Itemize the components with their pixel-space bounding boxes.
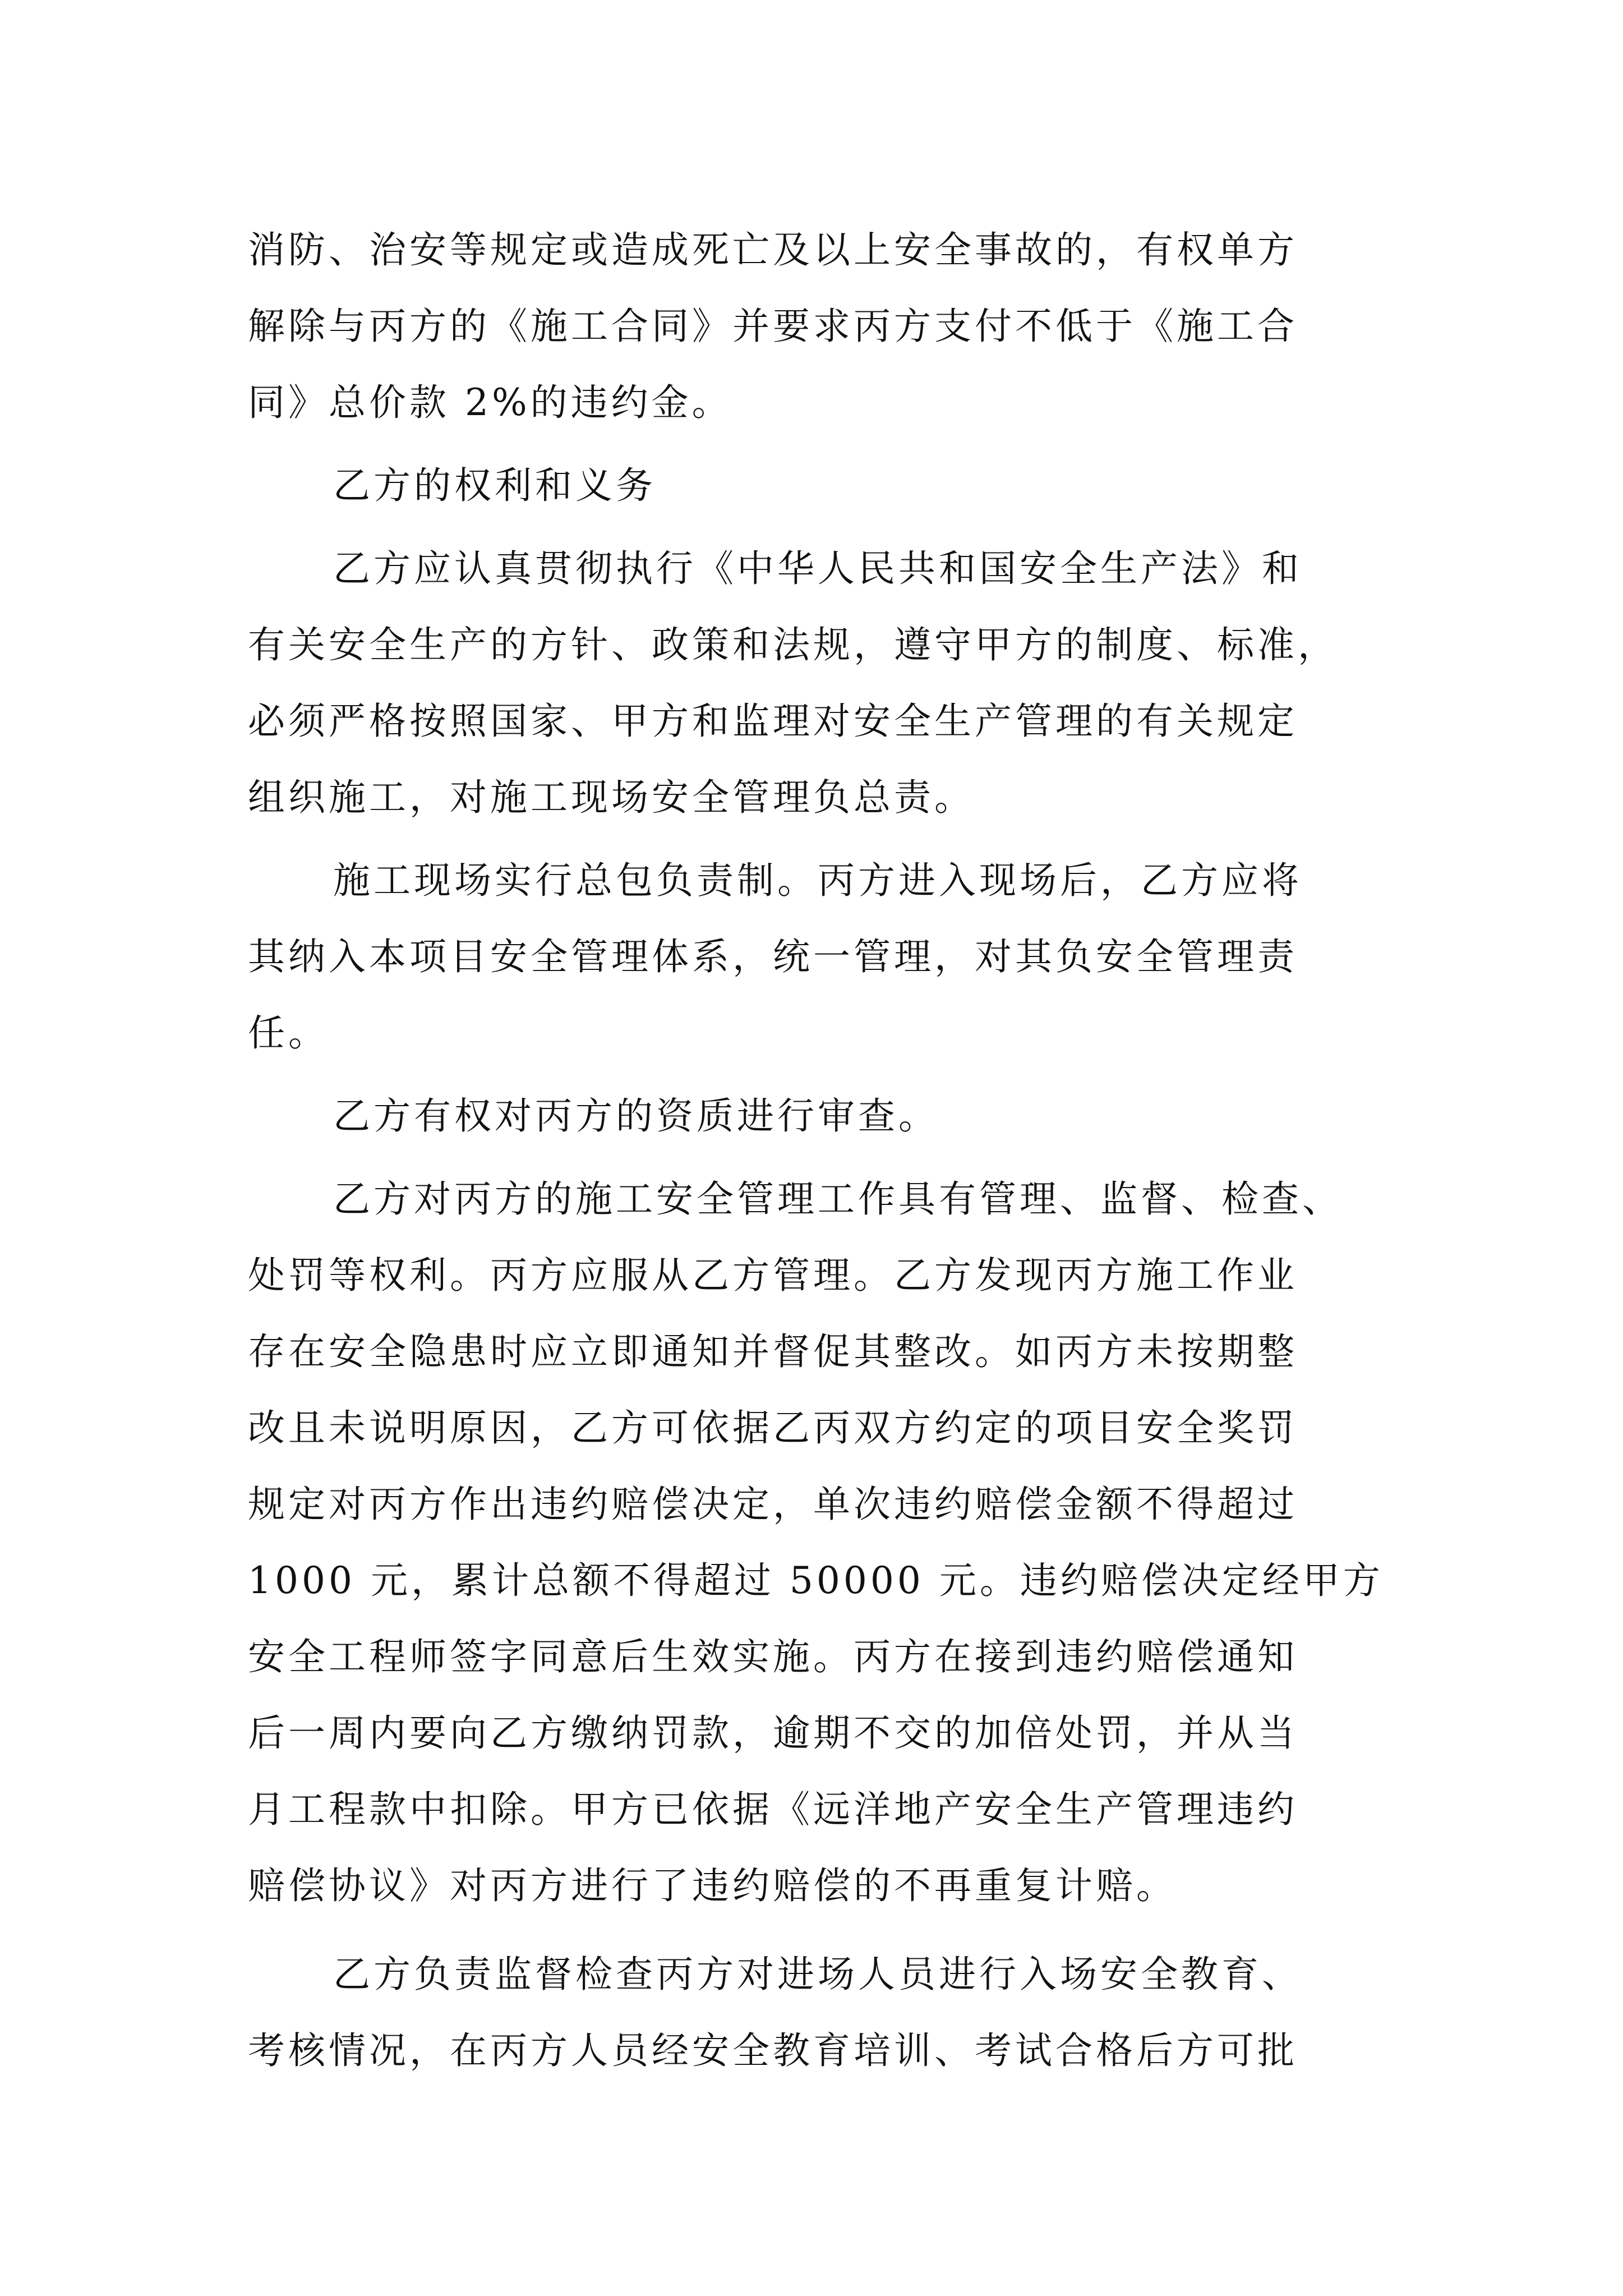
text-line: 乙方有权对丙方的资质进行审查。 (333, 1094, 939, 1138)
text-line: 乙方对丙方的施工安全管理工作具有管理、监督、检查、 (333, 1177, 1343, 1221)
text-line: 必须严格按照国家、甲方和监理对安全生产管理的有关规定 (248, 700, 1298, 743)
text-line: 考核情况，在丙方人员经安全教育培训、考试合格后方可批 (248, 2029, 1298, 2072)
text-line: 安全工程师签字同意后生效实施。丙方在接到违约赔偿通知 (248, 1635, 1298, 1678)
text-line: 存在安全隐患时应立即通知并督促其整改。如丙方未按期整 (248, 1330, 1298, 1373)
text-line: 赔偿协议》对丙方进行了违约赔偿的不再重复计赔。 (248, 1864, 1177, 1907)
paragraph-safety-education (248, 1936, 1375, 2089)
paragraph-qualification-review (248, 1078, 1375, 1154)
paragraph-supervision-penalties (248, 1161, 1384, 1924)
text-line: 其纳入本项目安全管理体系，统一管理，对其负安全管理责 (248, 935, 1298, 978)
text-line: 乙方应认真贯彻执行《中华人民共和国安全生产法》和 (333, 547, 1302, 590)
section-heading-party-b-rights (248, 448, 1375, 524)
text-line: 同》总价款 2%的违约金。 (248, 381, 732, 424)
heading-line: 乙方的权利和义务 (333, 464, 656, 507)
document-page (248, 212, 1384, 2089)
text-line: 消防、治安等规定或造成死亡及以上安全事故的，有权单方 (248, 228, 1298, 272)
text-line: 月工程款中扣除。甲方已依据《远洋地产安全生产管理违约 (248, 1788, 1298, 1831)
text-line: 乙方负责监督检查丙方对进场人员进行入场安全教育、 (333, 1953, 1302, 1996)
text-line: 规定对丙方作出违约赔偿决定，单次违约赔偿金额不得超过 (248, 1483, 1298, 1526)
paragraph-general-contracting (248, 843, 1375, 1071)
paragraph-safety-law (248, 531, 1375, 836)
text-line: 有关安全生产的方针、政策和法规，遵守甲方的制度、标准， (248, 623, 1338, 666)
text-line: 解除与丙方的《施工合同》并要求丙方支付不低于《施工合 (248, 305, 1298, 348)
text-line: 施工现场实行总包负责制。丙方进入现场后，乙方应将 (333, 859, 1302, 902)
paragraph-violation-penalty (248, 212, 1375, 441)
text-line: 改且未说明原因，乙方可依据乙丙双方约定的项目安全奖罚 (248, 1406, 1298, 1450)
text-line: 组织施工，对施工现场安全管理负总责。 (248, 776, 975, 819)
text-line: 后一周内要向乙方缴纳罚款，逾期不交的加倍处罚，并从当 (248, 1711, 1298, 1755)
text-line: 1000 元，累计总额不得超过 50000 元。违约赔偿决定经甲方 (248, 1559, 1384, 1602)
text-line: 任。 (248, 1011, 329, 1055)
text-line: 处罚等权利。丙方应服从乙方管理。乙方发现丙方施工作业 (248, 1254, 1298, 1297)
